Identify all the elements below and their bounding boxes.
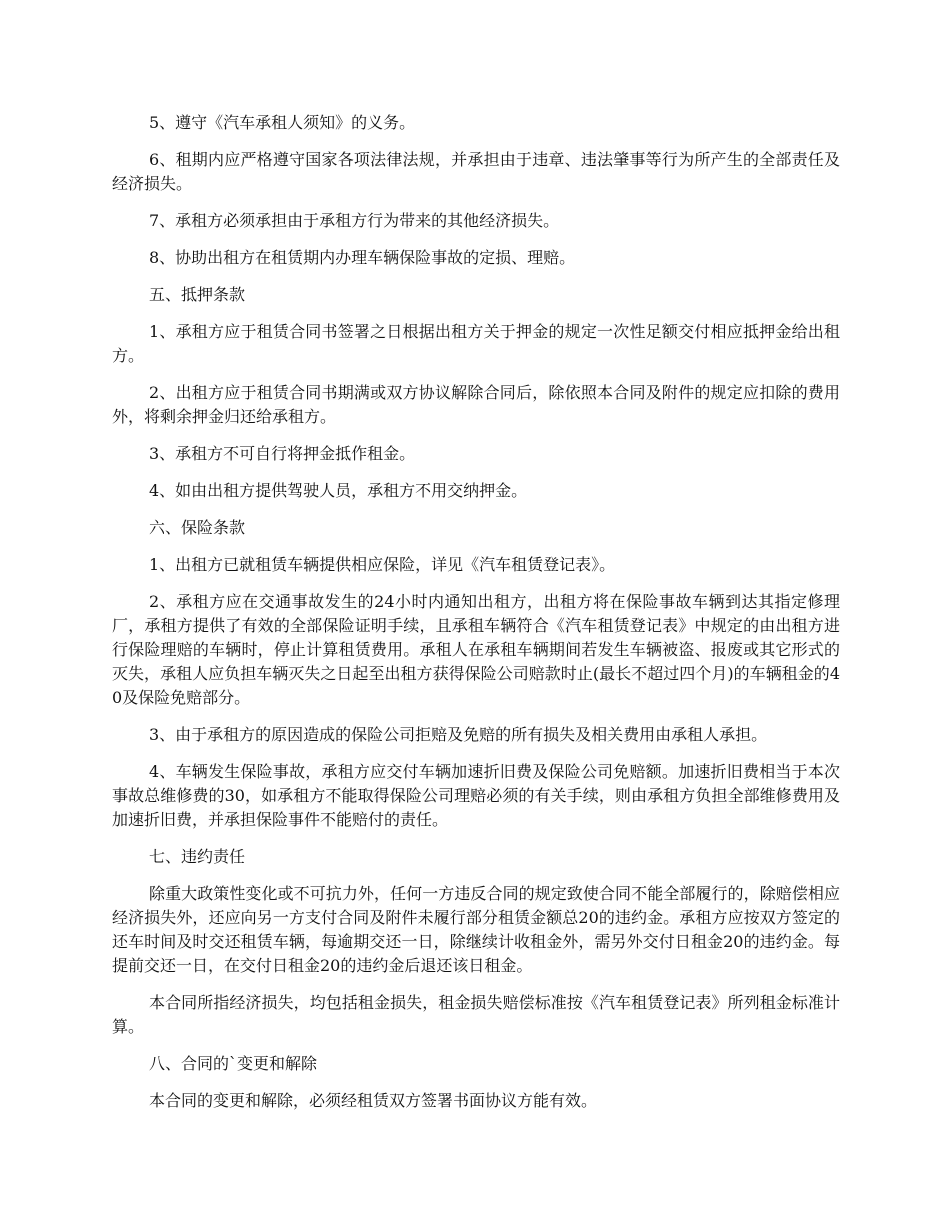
paragraph-liability-2: 本合同所指经济损失，均包括租金损失，租金损失赔偿标准按《汽车租赁登记表》所列租金标准计算。	[112, 993, 840, 1036]
paragraph-insurance-4: 4、车辆发生保险事故，承租方应交付车辆加速折旧费及保险公司免赔额。加速折旧费相当于本次事故总维修费的30，如承租方不能取得保险公司理赔必须的有关手续，则由承租方负担全部维修费用及加速折旧费，并承担保险事件不能赔付的责任。	[112, 762, 840, 829]
section-heading-deposit: 五、抵押条款	[149, 285, 246, 304]
paragraph-deposit-2: 2、出租方应于租赁合同书期满或双方协议解除合同后，除依照本合同及附件的规定应扣除的费用外，将剩余押金归还给承租方。	[112, 383, 840, 426]
paragraph-insurance-1: 1、出租方已就租赁车辆提供相应保险，详见《汽车租赁登记表》。	[149, 555, 616, 574]
paragraph-deposit-4: 4、如由出租方提供驾驶人员，承租方不用交纳押金。	[149, 481, 528, 500]
paragraph-insurance-3: 3、由于承租方的原因造成的保险公司拒赔及免赔的所有损失及相关费用由承租人承担。	[149, 725, 768, 744]
section-heading-liability: 七、违约责任	[149, 847, 246, 866]
paragraph-clause-6: 6、租期内应严格遵守国家各项法律法规，并承担由于违章、违法肇事等行为所产生的全部责任及经济损失。	[112, 150, 840, 193]
paragraph-clause-7: 7、承租方必须承担由于承租方行为带来的其他经济损失。	[149, 211, 560, 230]
paragraph-clause-5: 5、遵守《汽车承租人须知》的义务。	[149, 113, 416, 132]
paragraph-deposit-1: 1、承租方应于租赁合同书签署之日根据出租方关于押金的规定一次性足额交付相应抵押金给出租方。	[112, 322, 840, 365]
section-heading-amendment: 八、合同的`变更和解除	[149, 1054, 318, 1073]
paragraph-deposit-3: 3、承租方不可自行将押金抵作租金。	[149, 444, 416, 463]
paragraph-insurance-2: 2、承租方应在交通事故发生的24小时内通知出租方，出租方将在保险事故车辆到达其指定修理厂，承租方提供了有效的全部保险证明手续，且承租车辆符合《汽车租赁登记表》中规定的由出租方进行保险理赔的车辆时，停止计算租赁费用。承租人在承租车辆期间若发生车辆被盗、报废或其它形式的灭失，承租人应负担车辆灭失之日起至出租方获得保险公司赔款时止(最长不超过四个月)的车辆租金的40及保险免赔部分。	[112, 592, 840, 707]
paragraph-amendment-1: 本合同的变更和解除，必须经租赁双方签署书面协议方能有效。	[149, 1091, 598, 1110]
paragraph-clause-8: 8、协助出租方在租赁期内办理车辆保险事故的定损、理赔。	[149, 248, 576, 267]
section-heading-insurance: 六、保险条款	[149, 518, 246, 537]
paragraph-liability-1: 除重大政策性变化或不可抗力外，任何一方违反合同的规定致使合同不能全部履行的，除赔偿相应经济损失外，还应向另一方支付合同及附件未履行部分租赁金额总20的违约金。承租方应按双方签定的还车时间及时交还租赁车辆，每逾期交还一日，除继续计收租金外，需另外交付日租金20的违约金。每提前交还一日，在交付日租金20的违约金后退还该日租金。	[112, 884, 840, 975]
